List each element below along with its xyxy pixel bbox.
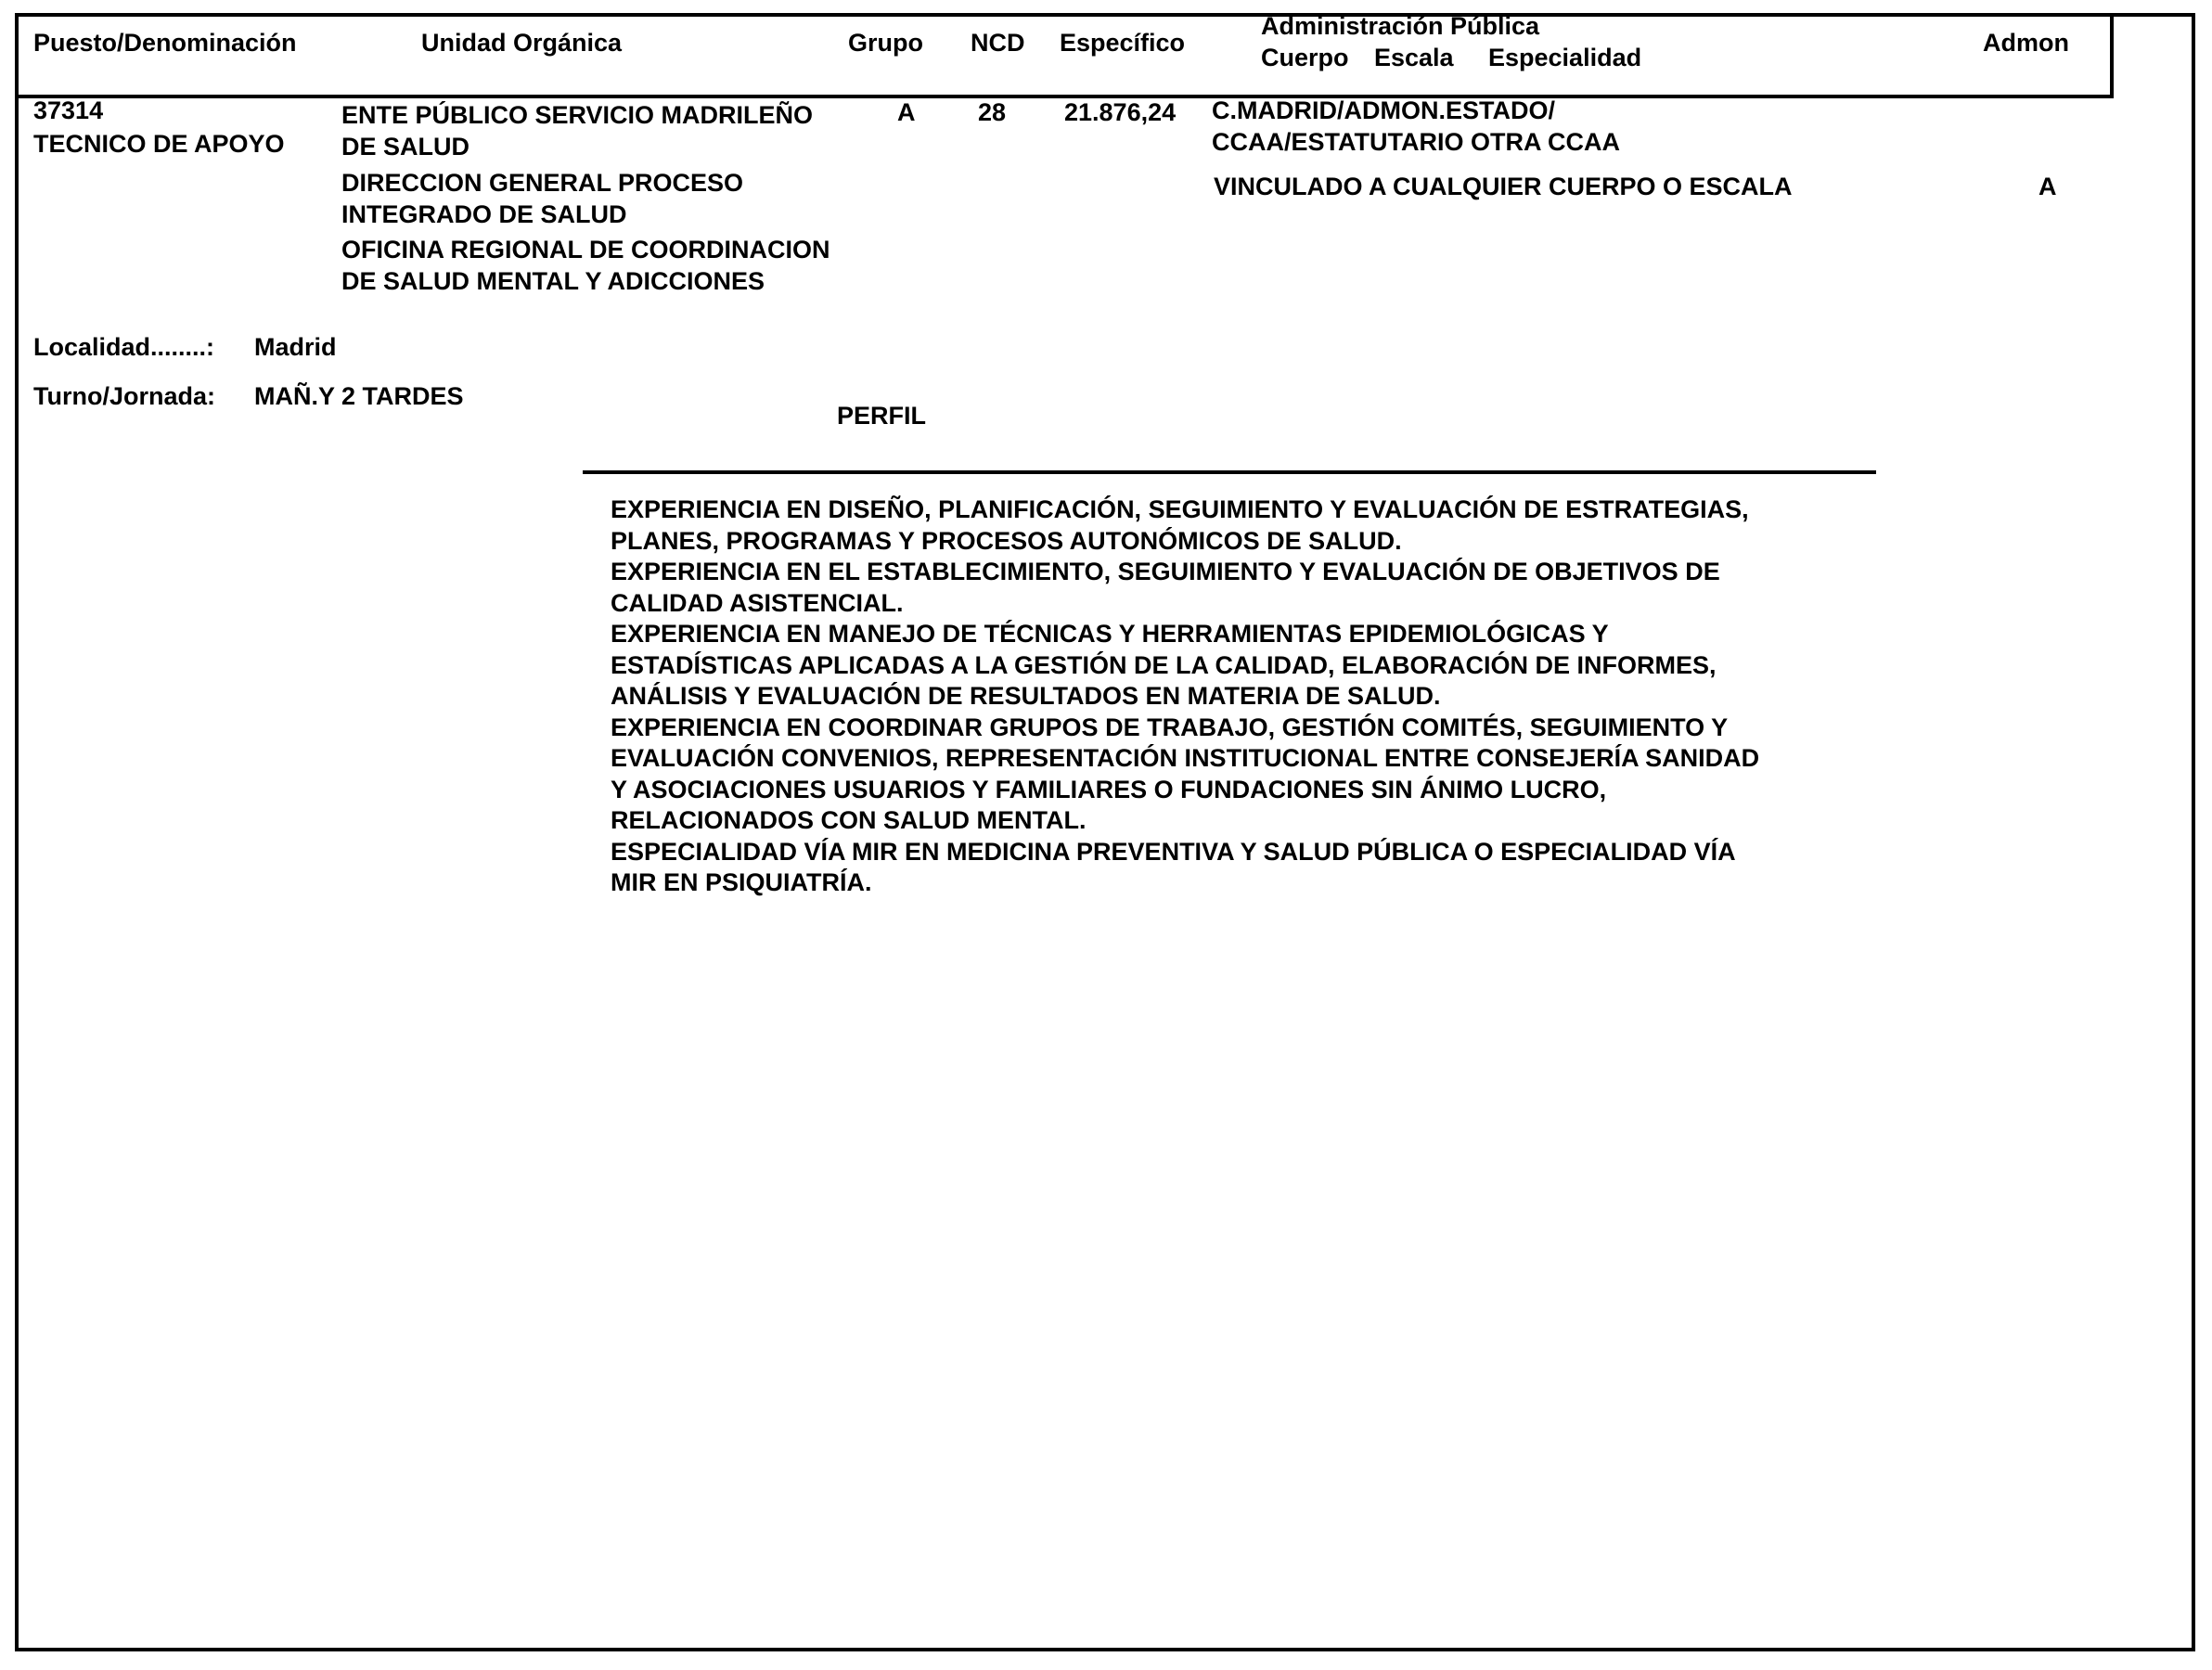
header-admon: Admon [1983,29,2069,57]
perfil-line: ESTADÍSTICAS APLICADAS A LA GESTIÓN DE LA CALIDAD, ELABORACIÓN DE INFORMES, [611,650,1717,679]
perfil-line: EXPERIENCIA EN MANEJO DE TÉCNICAS Y HERRAMIENTAS EPIDEMIOLÓGICAS Y [611,620,1609,648]
localidad-label: Localidad........: [33,333,215,361]
record-denominacion: TECNICO DE APOYO [33,130,285,158]
record-ncd: 28 [978,98,1007,126]
record-unidad-line-5: OFICINA REGIONAL DE COORDINACION [341,236,830,263]
turno-value: MAÑ.Y 2 TARDES [254,382,464,410]
header-ncd: NCD [971,29,1025,57]
perfil-line: EXPERIENCIA EN DISEÑO, PLANIFICACIÓN, SEGUIMIENTO Y EVALUACIÓN DE ESTRATEGIAS, [611,495,1749,523]
header-especifico: Específico [1060,29,1186,57]
perfil-line: ESPECIALIDAD VÍA MIR EN MEDICINA PREVENTIVA Y SALUD PÚBLICA O ESPECIALIDAD VÍA [611,837,1736,866]
record-unidad-line-1: ENTE PÚBLICO SERVICIO MADRILEÑO [341,101,814,129]
record-unidad-line-6: DE SALUD MENTAL Y ADICCIONES [341,267,765,295]
header-especialidad: Especialidad [1488,44,1642,71]
record-unidad-line-4: INTEGRADO DE SALUD [341,200,627,228]
record-administracion-line-1: C.MADRID/ADMON.ESTADO/ [1212,96,1555,124]
record-code: 37314 [33,96,104,124]
header-administracion: Administración Pública [1261,12,1540,40]
header-cuerpo: Cuerpo [1261,44,1349,71]
record-administracion-line-2: CCAA/ESTATUTARIO OTRA CCAA [1212,128,1620,156]
perfil-line: PLANES, PROGRAMAS Y PROCESOS AUTONÓMICOS DE SALUD. [611,526,1402,555]
record-unidad-line-2: DE SALUD [341,133,470,161]
header-escala: Escala [1374,44,1454,71]
perfil-line: CALIDAD ASISTENCIAL. [611,588,904,617]
perfil-text [611,495,1759,899]
perfil-line: EXPERIENCIA EN COORDINAR GRUPOS DE TRABAJO, GESTIÓN COMITÉS, SEGUIMIENTO Y [611,713,1729,741]
perfil-line: MIR EN PSIQUIATRÍA. [611,868,872,896]
header-puesto: Puesto/Denominación [33,29,297,57]
perfil-line: EVALUACIÓN CONVENIOS, REPRESENTACIÓN INSTITUCIONAL ENTRE CONSEJERÍA SANIDAD [611,744,1760,772]
record-grupo: A [897,98,916,126]
record-especifico: 21.876,24 [1064,98,1177,126]
perfil-title: PERFIL [837,402,927,430]
turno-label: Turno/Jornada: [33,382,216,410]
perfil-divider [583,470,1876,474]
perfil-line: EXPERIENCIA EN EL ESTABLECIMIENTO, SEGUIMIENTO Y EVALUACIÓN DE OBJETIVOS DE [611,558,1720,585]
record-admon: A [2038,173,2057,200]
perfil-line: Y ASOCIACIONES USUARIOS Y FAMILIARES O FUNDACIONES SIN ÁNIMO LUCRO, [611,775,1607,803]
header-unidad: Unidad Orgánica [421,29,623,57]
perfil-line: ANÁLISIS Y EVALUACIÓN DE RESULTADOS EN MATERIA DE SALUD. [611,682,1441,710]
localidad-value: Madrid [254,333,337,361]
record-cuerpo-escala: VINCULADO A CUALQUIER CUERPO O ESCALA [1214,173,1793,200]
record-unidad-line-3: DIRECCION GENERAL PROCESO [341,169,744,197]
header-grupo: Grupo [848,29,923,57]
perfil-line: RELACIONADOS CON SALUD MENTAL. [611,806,1087,834]
